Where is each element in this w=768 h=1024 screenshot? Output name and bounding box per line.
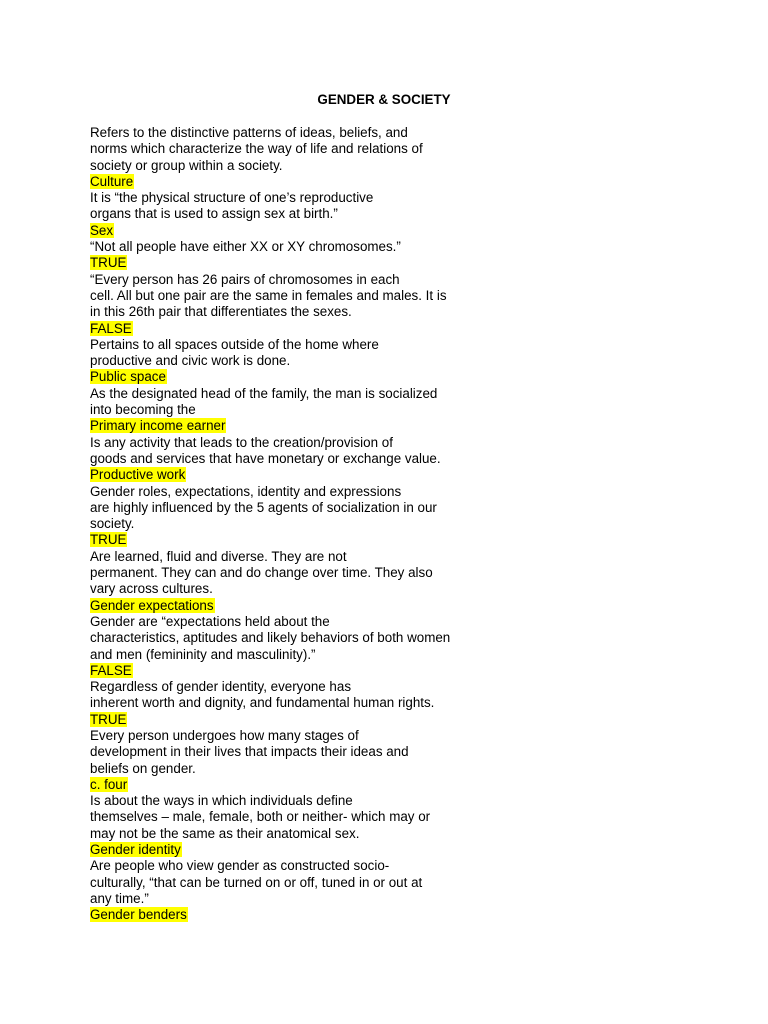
question-text: Refers to the distinctive patterns of ideas, beliefs, and norms which characterize the way of life and relations of society or group within a society. xyxy=(90,125,423,173)
highlighted-answer: Culture xyxy=(90,173,134,189)
page-title: GENDER & SOCIETY xyxy=(317,92,451,107)
highlighted-answer: FALSE xyxy=(90,320,132,336)
answer-line xyxy=(90,598,690,614)
highlighted-answer: TRUE xyxy=(90,255,127,271)
answer-line xyxy=(90,369,690,385)
question-text: Gender are “expectations held about the characteristics, aptitudes and likely behaviors of both women and men (femininity and masculinity).” xyxy=(90,613,451,662)
highlighted-answer: Gender benders xyxy=(90,907,187,923)
highlighted-answer: Gender identity xyxy=(90,842,181,858)
question-text: “Every person has 26 pairs of chromosomes in each cell. All but one pair are the same in females and males. It is in this 26th pair that differentiates the sexes. xyxy=(90,271,447,320)
answer-line xyxy=(90,174,690,190)
document-body xyxy=(90,125,690,924)
question-text: Every person undergoes how many stages of development in their lives that impacts their ideas and beliefs on gender. xyxy=(90,727,409,776)
answer-line xyxy=(90,777,690,793)
question-text: Gender roles, expectations, identity and expressions are highly influenced by the 5 agents of socialization in our society. xyxy=(90,483,437,532)
question-text: “Not all people have either XX or XY chromosomes.” xyxy=(90,239,401,255)
highlighted-answer: FALSE xyxy=(90,662,132,678)
highlighted-answer: Gender expectations xyxy=(90,597,214,613)
highlighted-answer: c. four xyxy=(90,776,128,792)
highlighted-answer: TRUE xyxy=(90,711,127,727)
question-text: It is “the physical structure of one’s reproductive organs that is used to assign sex at birth.” xyxy=(90,190,374,222)
question-text: As the designated head of the family, the man is socialized into becoming the xyxy=(90,385,438,418)
highlighted-answer: Sex xyxy=(90,222,114,238)
answer-line xyxy=(90,663,690,679)
question-text: Is any activity that leads to the creation/provision of goods and services that have monetary or exchange value. xyxy=(90,434,441,466)
answer-line xyxy=(90,255,690,271)
answer-line xyxy=(90,907,690,923)
highlighted-answer: Productive work xyxy=(90,467,186,483)
answer-line xyxy=(90,321,690,337)
answer-line xyxy=(90,532,690,548)
answer-line xyxy=(90,842,690,858)
question-text: Pertains to all spaces outside of the home where productive and civic work is done. xyxy=(90,336,379,369)
highlighted-answer: Primary income earner xyxy=(90,418,226,434)
highlighted-answer: TRUE xyxy=(90,532,127,548)
question-text: Are learned, fluid and diverse. They are not permanent. They can and do change over time. They also vary across cultures. xyxy=(90,548,433,597)
answer-line xyxy=(90,467,690,483)
question-text: Is about the ways in which individuals define themselves – male, female, both or neither- which may or may not be the same as their anatomical sex. xyxy=(90,793,431,841)
answer-line xyxy=(90,418,690,434)
answer-line xyxy=(90,223,690,239)
answer-line xyxy=(90,712,690,728)
highlighted-answer: Public space xyxy=(90,369,166,385)
question-text: Regardless of gender identity, everyone has inherent worth and dignity, and fundamental human rights. xyxy=(90,679,435,711)
question-text: Are people who view gender as constructed socio- culturally, “that can be turned on or off, tuned in or out at any time.” xyxy=(90,858,423,906)
